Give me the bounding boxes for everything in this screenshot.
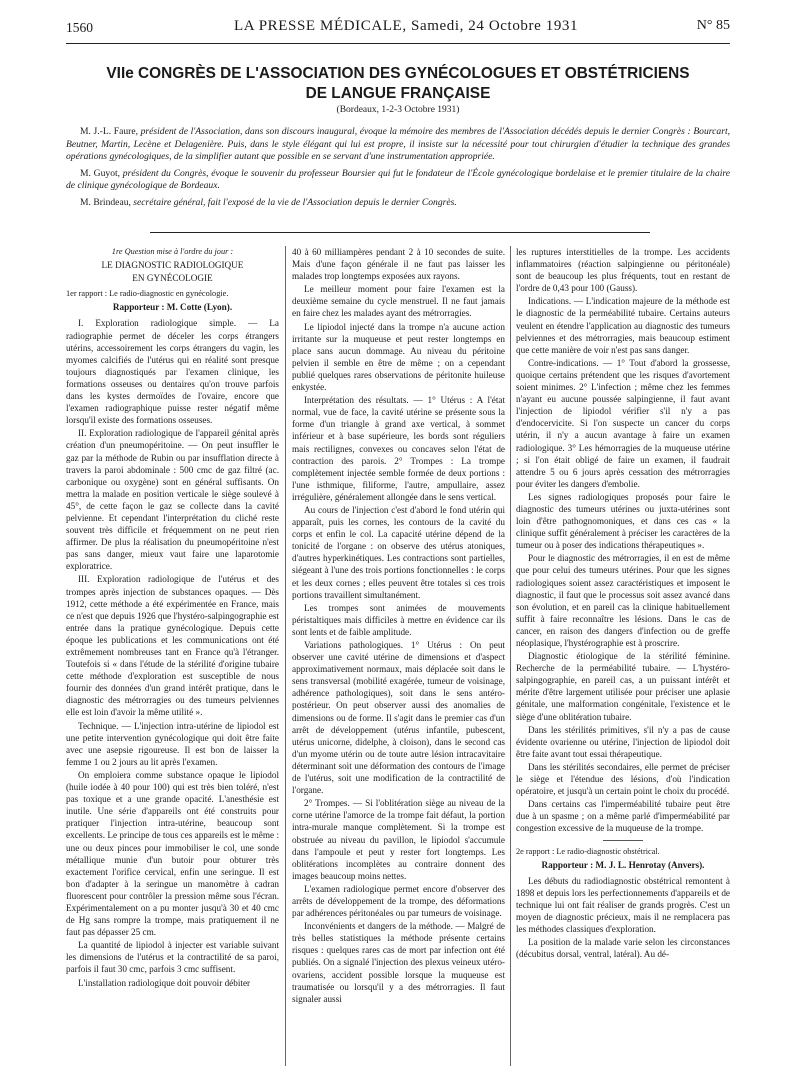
section-heading-2: EN GYNÉCOLOGIE [132, 273, 213, 284]
body-paragraph: les ruptures interstitielles de la trompe. Les accidents inflammatoires (réaction salpingienne ou péritonéale) sont de beaucoup les plus fréquents, tout en restant de l'ordre de 0,43 pour 100 (Gauss). [516, 247, 730, 294]
intro-paragraph: M. Guyot, président du Congrès, évoque le souvenir du professeur Boursier qui fut le fondateur de l'École gynécologique bordelaise et le premier titulaire de la chaire de clinique gynécologique de Bordeaux. [66, 167, 730, 192]
publication-line: LA PRESSE MÉDICALE, Samedi, 24 Octobre 1931 [234, 18, 579, 34]
body-paragraph: L'installation radiologique doit pouvoir débiter [78, 977, 251, 988]
section-separator [603, 840, 643, 841]
title-line-2: DE LANGUE FRANÇAISE [305, 85, 491, 102]
body-paragraph: La quantité de lipiodol à injecter est variable suivant les dimensions de l'utérus et la contractilité de sa paroi, parfois il faut 30 cmc, parfois 3 cmc suffisent. [66, 940, 279, 975]
question-line: 1re Question mise à l'ordre du jour : [111, 247, 234, 256]
body-paragraph: Au cours de l'injection c'est d'abord le fond utérin qui apparaît, puis les cornes, les contours de la cavité du corps et enfin le col. La capacité utérine dépend de la tonicité de l'organe : on observe des utérus atoniques, d'autres hyperkinétiques. Les contractions sont partielles, siégeant à l'une des trois portions fonctionnelles : le corps et les deux cornes ; elles peuvent être totales si ces trois portions travaillent simultanément. [292, 504, 505, 600]
rapporteur-line: Rapporteur : M. J. L. Henrotay (Anvers). [541, 859, 705, 870]
body-paragraph: Interprétation des résultats. — 1° Utérus : A l'état normal, vue de face, la cavité utérine se présente sous la forme d'un triangle à grand axe vertical, à sommet inférieur et à base supérieure, les bords sont réguliers mais rectilignes, convexes ou concaves selon l'état de contraction des parois. 2° Trompes : La trompe complètement injectée semble formée de deux portions : l'une isthmique, filiforme, l'autre, ampullaire, assez irrégulière, généralement allongée dans le sens vertical. [292, 395, 505, 502]
congress-subtitle: (Bordeaux, 1-2-3 Octobre 1931) [336, 105, 460, 115]
rapport-line: 1er rapport : Le radio-diagnostic en gynécologie. [66, 289, 229, 299]
body-paragraph: Les trompes sont animées de mouvements péristaltiques mais difficiles à mettre en évidence car ils sont lents et de faible amplitude. [292, 602, 505, 637]
body-paragraph: Diagnostic étiologique de la stérilité féminine. Recherche de la perméabilité tubaire. — L'hystéro-salpingographie, en pareil cas, a un puissant intérêt et mérite d'être largement utilisée pour préciser une aplasie génitale, une malformation congénitale, l'existence et le siège d'une oblitération tubaire. [516, 651, 730, 722]
section-heading-1: LE DIAGNOSTIC RADIOLOGIQUE [101, 260, 244, 271]
body-paragraph: II. Exploration radiologique de l'appareil génital après création d'un pneumopéritoine. — On peut insuffler le gaz par la méthode de Rubin ou par insufflation directe à travers la paroi abdominale : 500 cmc de gaz filtré (ac. carbonique ou oxygène) sont en général suffisants. On mettra la malade en position verticale le siège soulevé à 45°, de cette façon le gaz se collecte dans la cavité pelvienne. Et cependant l'interprétation du cliché reste souvent très difficile et fréquemment on ne peut rien affirmer. De plus la réalisation du pneumopéritoine n'est pas sans danger, mieux vaut faire une laparotomie exploratrice. [66, 428, 279, 572]
column-divider [510, 246, 511, 1066]
body-paragraph: Les débuts du radiodiagnostic obstétrical remontent à 1898 et depuis lors les perfectionnements d'appareils et de technique lui ont fait réaliser de grands progrès. C'est un moyen de diagnostic précieux, mais il ne remplacera pas les méthodes classiques d'exploration. [516, 875, 730, 935]
intro-section [66, 126, 730, 214]
body-paragraph: Pour le diagnostic des métrorragies, il en est de même que pour celui des tumeurs utérines. Pour que les signes radiologiques soient assez caractéristiques et imposent le diagnostic, il faut que le processus soit assez avancé dans son évolution, et en pareil cas la clinique habituellement suffit à faire reconnaître les lésions. Dans le cas de cancer, en raison des dangers d'infection ou de greffe néoplasique, l'hystérographie est à proscrire. [516, 553, 730, 648]
title-line-1: VIIe CONGRÈS DE L'ASSOCIATION DES GYNÉCOLOGUES ET OBSTÉTRICIENS [106, 65, 690, 82]
body-paragraph: Dans certains cas l'imperméabilité tubaire peut être due à un spasme ; on a même parlé d'imperméabilité par congestion excessive de la muqueuse de la trompe. [516, 799, 730, 834]
body-paragraph: L'examen radiologique permet encore d'observer des arrêts de développement de la trompe, des déformations par adhérences péritonéales ou par tumeurs de voisinage. [292, 883, 505, 919]
section-rule [150, 232, 650, 233]
body-paragraph: Indications. — L'indication majeure de la méthode est le diagnostic de la perméabilité tubaire. Certains auteurs veulent en étendre l'application au diagnostic des tumeurs pelviennes et des métrorragies, mais beaucoup estiment que cette manière de voir n'est pas sans danger. [516, 296, 730, 355]
page-number: 1560 [66, 20, 93, 35]
body-paragraph: Le lipiodol injecté dans la trompe n'a aucune action irritante sur la muqueuse et peut rester longtemps en place sans aucun dommage. Au niveau du péritoine pelvien il semble en être de même ; on a cependant publié quelques rares observations de péritonite huileuse enkystée. [292, 321, 505, 393]
body-paragraph: Technique. — L'injection intra-utérine de lipiodol est une petite intervention gynécologique qui doit être faite avec une asepsie rigoureuse. Il est bon de laisser la femme 1 ou 2 jours au lit après l'examen. [66, 720, 279, 767]
rapporteur-line: Rapporteur : M. Cotte (Lyon). [112, 302, 233, 313]
issue-number: N° 85 [696, 18, 730, 33]
body-paragraph: Le meilleur moment pour faire l'examen est la deuxième semaine du cycle menstruel. Il ne faut jamais en faire chez les malades ayant des métrorragies. [292, 284, 505, 319]
column-3 [516, 246, 730, 961]
intro-paragraph: M. J.-L. Faure, président de l'Association, dans son discours inaugural, évoque la mémoire des membres de l'Association décédés depuis le dernier Congrès : Bourcart, Beutner, Martin, Lecène et Delagenière. Puis, dans le style élégant qui lui est propre, il insiste sur la nécessité pour tout chirurgien d'étudier la technique des grandes opérations gynécologiques, de la simplifier autant que possible en se servant d'une instrumentation appropriée. [66, 126, 731, 163]
body-paragraph: On emploiera comme substance opaque le lipiodol (huile iodée à 40 pour 100) qui est très bien toléré, n'est pas toxique et a une grande opacité. L'anesthésie est inutile. Une série d'appareils ont été construits pour pratiquer l'injection intra-utérine, beaucoup sont excellents. Le principe de tous ces appareils est le même : une ou deux pinces pour immobiliser le col, une sonde métallique munie d'un butoir pour obturer très exactement l'orifice cervical, enfin une seringue. Il est bon d'adapter à la seringue un manomètre à cadran fluorescent pour contrôler la pression même sous l'écran. Expérimentalement on a pu monter jusqu'à 30 et 40 cmc de Hg sans rompre la trompe, mais pratiquement il ne faut pas dépasser 25 cm. [66, 769, 279, 938]
body-paragraph: La position de la malade varie selon les circonstances (décubitus dorsal, ventral, latéral). Au dé- [516, 937, 730, 960]
congress-title [66, 64, 730, 104]
body-paragraph: Variations pathologiques. 1° Utérus : On peut observer une cavité utérine de dimensions et d'aspect approximativement normaux, mais déplacée soit dans le sens transversal (mobilité exagérée, tumeur de voisinage, adhérence pathologiques), soit dans le sens antéro-postérieur. On peut observer aussi des anomalies de dimensions ou de forme. Il s'agit dans le premier cas d'un arrêt de développement (utérus infantile, pubescent, utérus unicorne, didelphe, à cloison), dans le second cas d'un myome utérin ou de toute autre lésion intracavitaire déterminant soit une déformation des contours de l'image de l'utérus, soit une modification de la contractilité de l'organe. [292, 640, 505, 796]
body-paragraph: Dans les stérilités secondaires, elle permet de préciser le siège et l'étendue des lésions, d'où l'indication opératoire, et jusqu'à un certain point le choix du procédé. [516, 761, 730, 797]
column-divider [285, 246, 286, 1066]
body-paragraph: Les signes radiologiques proposés pour faire le diagnostic des tumeurs utérines ou juxta-utérines sont loin d'être pathognomoniques, et dans ces cas « la clinique suffit généralement à préciser les caractères de la tumeur ou à poser des indications thérapeutiques ». [516, 491, 730, 551]
body-paragraph: 2° Trompes. — Si l'oblitération siège au niveau de la corne utérine l'amorce de la trompe fait défaut, la portion intra-murale manque complètement. Si la trompe est obstruée au niveau du pavillon, le lipiodol s'accumule dans l'ampoule et peut y rester fort longtemps. Les oblitérations incomplètes au contraire donnent des images beaucoup moins nettes. [292, 798, 505, 881]
column-1 [66, 246, 279, 990]
body-paragraph: I. Exploration radiologique simple. — La radiographie permet de déceler les corps étrangers utérins, accessoirement les corps étrangers du vagin, les myomes calcifiés de l'utérus qui en réalité sont presque toujours diagnostiqués par l'examen clinique, les formations osseuses ou dentaires qu'on trouve parfois dans les kystes dermoïdes de l'ovaire, encore que l'examen radiographique puisse rester négatif même lorsqu'il existe des formations osseuses. [66, 318, 279, 426]
body-paragraph: Inconvénients et dangers de la méthode. — Malgré de très belles statistiques la méthode présente certains risques : quelques rares cas de mort par infection ont été publiés. On a signalé l'injection des plexus veineux utéro-ovariens, accident possible lorsque la muqueuse est traumatisée ou lorsqu'il y a des métrorragies. Il faut signaler aussi [292, 921, 505, 1004]
rapport-line: 2e rapport : Le radio-diagnostic obstétrical. [516, 846, 660, 856]
intro-paragraph: M. Brindeau, secrétaire général, fait l'exposé de la vie de l'Association depuis le dernier Congrès. [80, 196, 457, 208]
body-paragraph: Contre-indications. — 1° Tout d'abord la grossesse, quoique certains prétendent que les risques d'avortement soient minimes. 2° L'infection ; même chez les femmes n'ayant eu aucune poussée salpingienne, il faut avant l'injection de lipiodol vérifier s'il n'y a pas d'endocervicite. Si l'on suspecte un cancer du corps utérin, il n'y a aucun avantage à faire un examen radiologique. 3° Les hémorragies de la muqueuse utérine ; si l'on était obligé de faire un examen, il faudrait attendre 5 ou 6 jours après cessation des métrorragies pour éviter les dangers d'embolie. [516, 357, 730, 489]
body-paragraph: III. Exploration radiologique de l'utérus et des trompes après injection de substances opaques. — Dès 1912, cette méthode a été expérimentée en France, mais ce n'est que depuis 1926 que l'hystéro-salpingographie est entrée dans la pratique gynécologique. Depuis cette époque les publications et les communications ont été extrêmement nombreuses tant en France qu'à l'étranger. Toutefois si « dans l'étude de la stérilité d'origine tubaire cette méthode d'exploration est susceptible de nous fournir des données d'un grand intérêt pratique, dans le diagnostic des métrorragies ou des tumeurs pelviennes elle est loin d'avoir la même utilité ». [66, 574, 279, 718]
body-paragraph: 40 à 60 milliampères pendant 2 à 10 secondes de suite. Mais d'une façon générale il ne faut pas laisser les malades trop longtemps exposées aux rayons. [292, 247, 505, 282]
column-2 [292, 246, 505, 1006]
body-paragraph: Dans les stérilités primitives, s'il n'y a pas de cause évidente ovarienne ou utérine, l'injection de lipiodol doit être faite avant tout essai thérapeutique. [516, 724, 730, 759]
header-rule [66, 43, 730, 44]
page-header [66, 18, 730, 40]
